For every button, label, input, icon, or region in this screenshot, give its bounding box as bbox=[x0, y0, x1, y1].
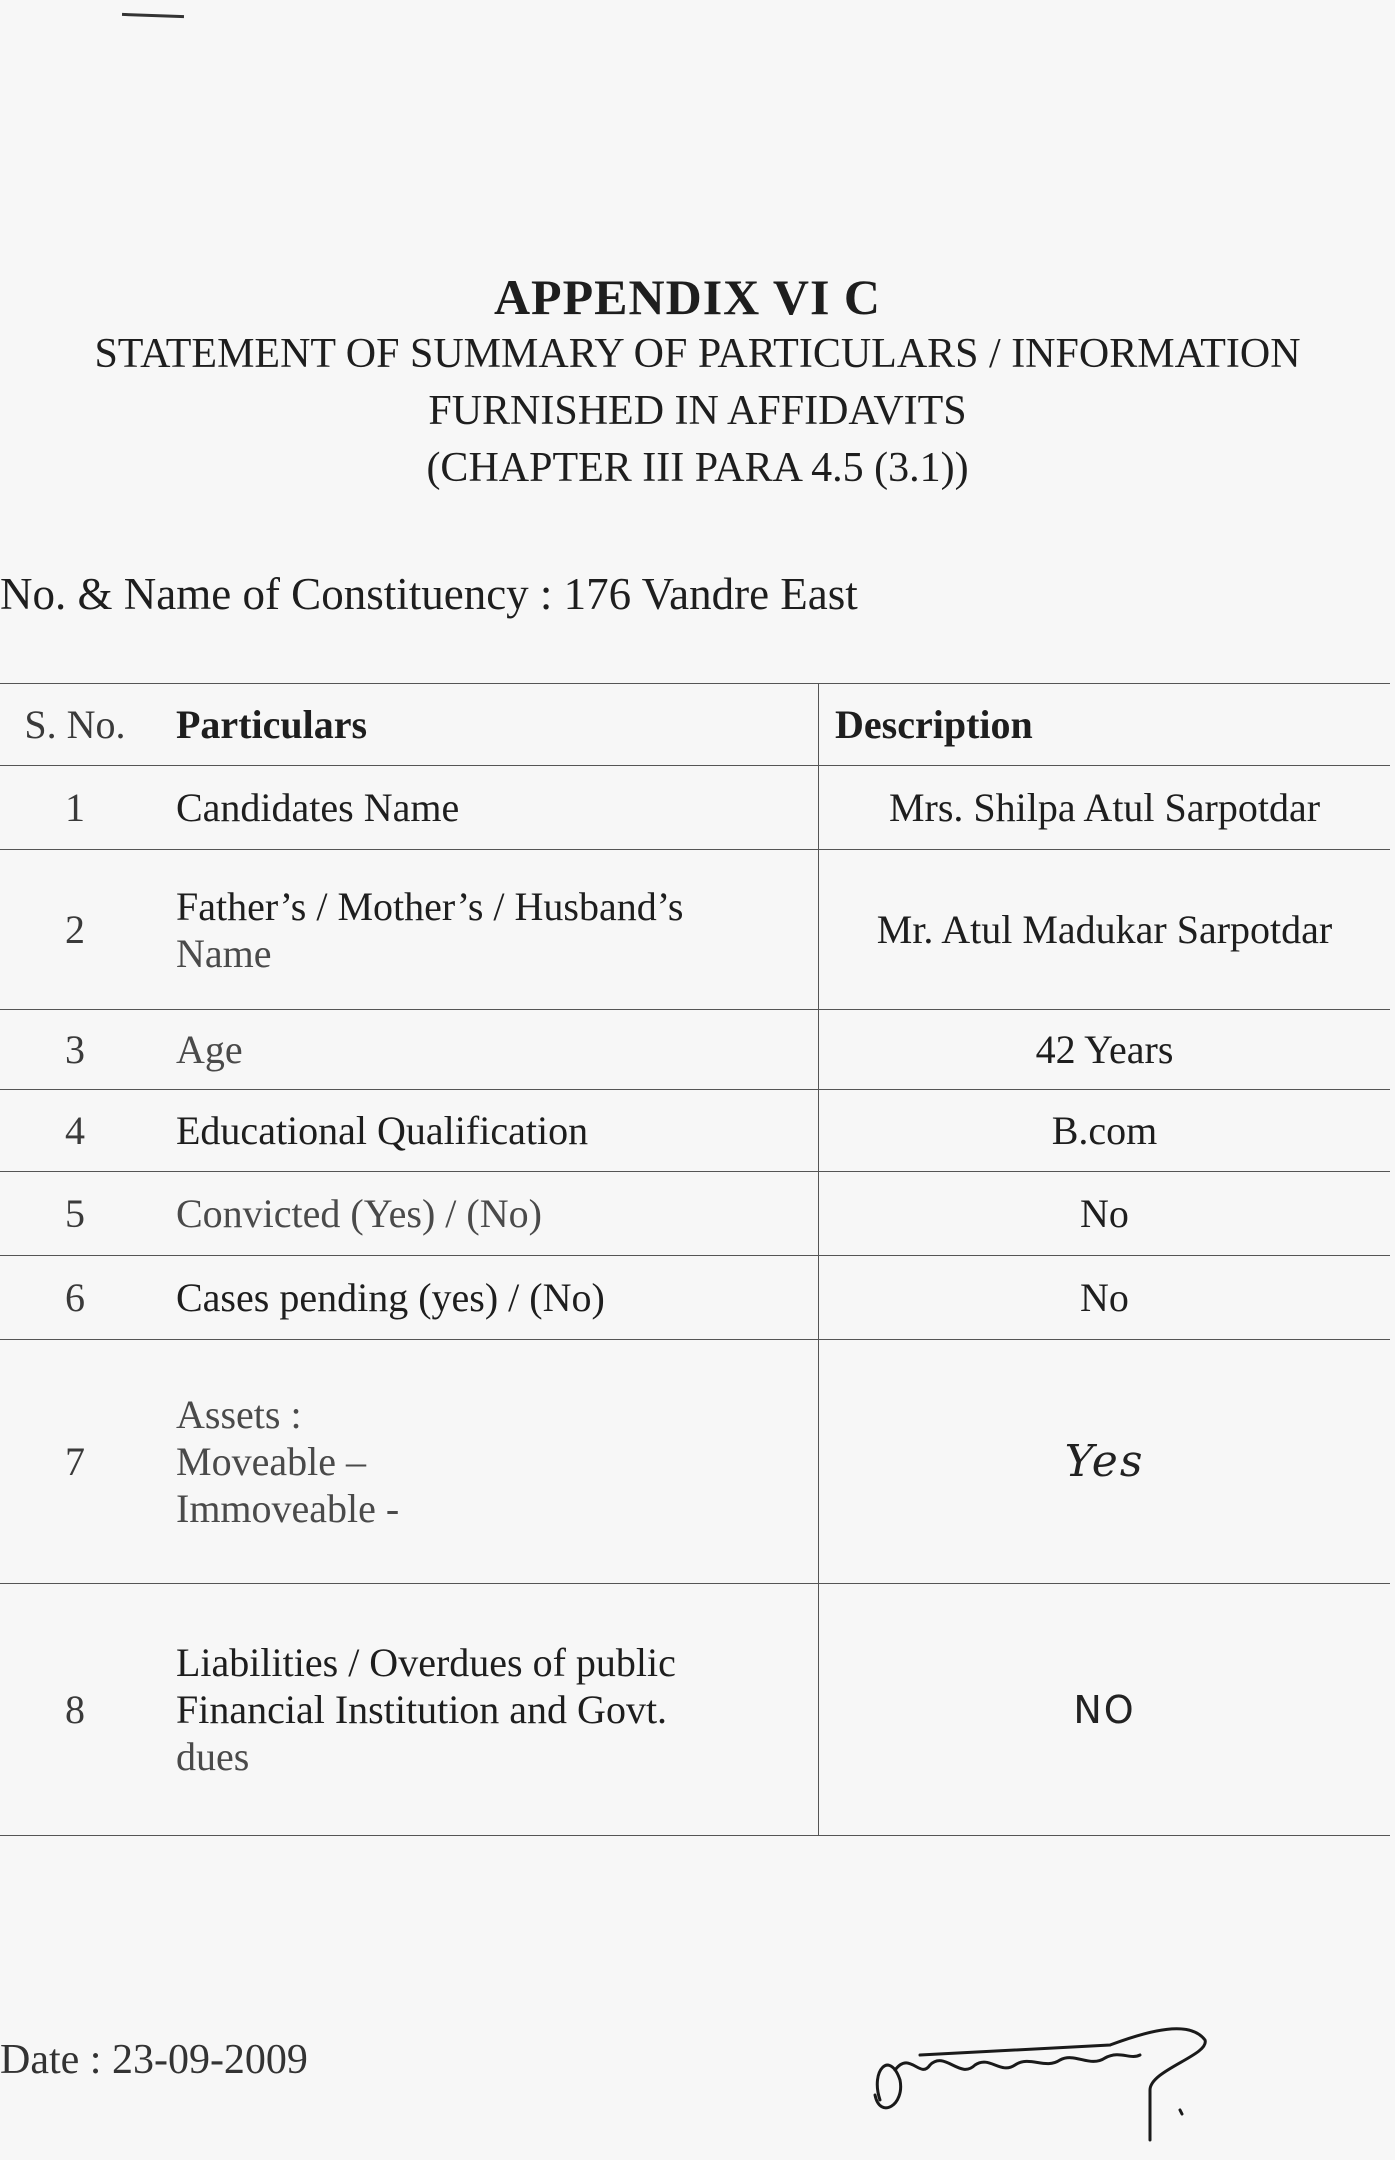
particulars-line: dues bbox=[176, 1734, 250, 1779]
row-description: No bbox=[819, 1172, 1391, 1256]
row-description: 42 Years bbox=[819, 1010, 1391, 1090]
table-row bbox=[0, 1340, 1390, 1584]
table-row bbox=[0, 1584, 1390, 1836]
row-particulars bbox=[150, 1340, 819, 1584]
row-description: B.com bbox=[819, 1090, 1391, 1172]
row-sno: 7 bbox=[0, 1340, 150, 1584]
subtitle-line-3: (CHAPTER III PARA 4.5 (3.1)) bbox=[426, 445, 969, 491]
particulars-line: Age bbox=[176, 1027, 243, 1072]
appendix-title: APPENDIX VI C bbox=[493, 269, 882, 325]
header-sno: S. No. bbox=[0, 684, 150, 766]
row-sno: 8 bbox=[0, 1584, 150, 1836]
row-sno: 4 bbox=[0, 1090, 150, 1172]
row-description: Mr. Atul Madukar Sarpotdar bbox=[819, 850, 1391, 1010]
row-particulars bbox=[150, 1584, 819, 1836]
particulars-line: Convicted (Yes) / (No) bbox=[176, 1191, 542, 1236]
table-header-row bbox=[0, 684, 1390, 766]
row-particulars bbox=[150, 850, 819, 1010]
row-sno: 6 bbox=[0, 1256, 150, 1340]
particulars-line: Immoveable - bbox=[176, 1486, 400, 1531]
handwritten-yes: Yes bbox=[1064, 1436, 1145, 1487]
row-sno: 2 bbox=[0, 850, 150, 1010]
row-description bbox=[819, 1584, 1391, 1836]
table-row bbox=[0, 766, 1390, 850]
table-row bbox=[0, 1256, 1390, 1340]
particulars-line: Father’s / Mother’s / Husband’s bbox=[176, 883, 684, 929]
constituency-line: No. & Name of Constituency : 176 Vandre East bbox=[0, 569, 858, 619]
handwritten-no: NO bbox=[1073, 1688, 1136, 1732]
signature-icon bbox=[850, 2010, 1230, 2150]
row-description: No bbox=[819, 1256, 1391, 1340]
table-row bbox=[0, 1090, 1390, 1172]
table-row bbox=[0, 1010, 1390, 1090]
row-description bbox=[819, 1340, 1391, 1584]
particulars-line: Name bbox=[176, 930, 272, 976]
row-particulars bbox=[150, 1172, 819, 1256]
row-particulars bbox=[150, 1256, 819, 1340]
table-row bbox=[0, 850, 1390, 1010]
particulars-line: Educational Qualification bbox=[176, 1108, 589, 1153]
row-particulars bbox=[150, 1090, 819, 1172]
particulars-line: Financial Institution and Govt. bbox=[176, 1687, 668, 1732]
particulars-table bbox=[0, 683, 1390, 1836]
row-sno: 3 bbox=[0, 1010, 150, 1090]
subtitle-line-2: FURNISHED IN AFFIDAVITS bbox=[428, 388, 967, 434]
particulars-line: Cases pending (yes) / (No) bbox=[176, 1275, 605, 1320]
particulars-line: Assets : bbox=[176, 1392, 302, 1437]
header-particulars: Particulars bbox=[150, 684, 819, 766]
top-pen-mark bbox=[122, 13, 184, 18]
row-sno: 5 bbox=[0, 1172, 150, 1256]
particulars-line: Moveable – bbox=[176, 1439, 366, 1484]
row-particulars bbox=[150, 766, 819, 850]
subtitle-line-1: STATEMENT OF SUMMARY OF PARTICULARS / INFORMATION bbox=[94, 331, 1301, 377]
date-line: Date : 23-09-2009 bbox=[0, 2037, 308, 2083]
document-heading bbox=[0, 268, 1395, 497]
particulars-line: Liabilities / Overdues of public bbox=[176, 1640, 676, 1685]
particulars-line: Candidates Name bbox=[176, 785, 460, 830]
row-particulars bbox=[150, 1010, 819, 1090]
table-row bbox=[0, 1172, 1390, 1256]
row-description: Mrs. Shilpa Atul Sarpotdar bbox=[819, 766, 1391, 850]
header-description: Description bbox=[819, 684, 1391, 766]
row-sno: 1 bbox=[0, 766, 150, 850]
